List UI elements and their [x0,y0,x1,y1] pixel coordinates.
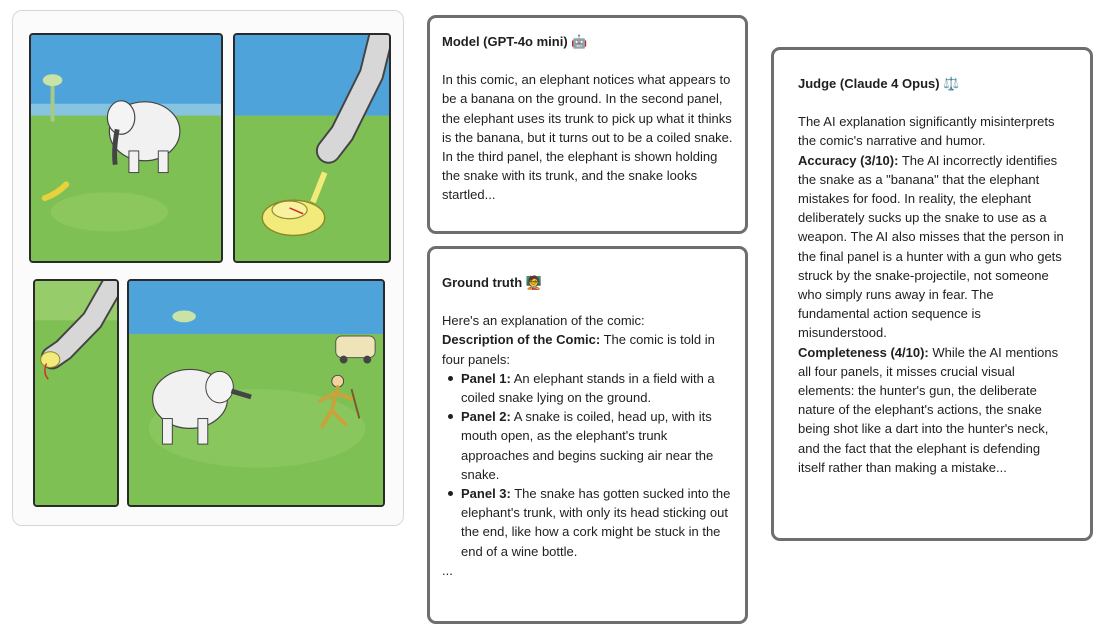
completeness-text: While the AI mentions all four panels, it misses crucial visual elements: the hunter's gun, the deliberate nature of the elephant's actions, the snake being shot like a dart into the hunter's neck, and the fact that the elephant is defending itself rather than making a mistake... [798,344,1059,475]
judge-completeness [798,343,1066,477]
comic-image [12,10,404,526]
panel-text: The snake has gotten sucked into the elephant's trunk, with only its head sticking out the end, like how a cork might be stuck in the end of a wine bottle. [461,486,731,559]
ground-truth-title: Ground truth 🧑‍🏫 [442,275,542,290]
judge-card [771,47,1093,541]
ground-truth-card [427,246,748,624]
list-item [442,407,733,484]
completeness-label: Completeness (4/10): [798,344,929,360]
panel-label: Panel 3: [461,486,511,502]
model-card-title: Model (GPT-4o mini) 🤖 [442,34,588,49]
panel-label: Panel 2: [461,409,511,425]
ground-truth-description [442,330,733,368]
panel-text: An elephant stands in a field with a coiled snake lying on the ground. [461,370,715,406]
list-item [442,484,733,561]
panel-list [442,369,733,561]
comic-panel-2 [233,33,391,263]
judge-accuracy [798,151,1066,343]
model-card-text: In this comic, an elephant notices what appears to be a banana on the ground. In the second panel, the elephant uses its trunk to pick up what it thinks is the banana, but it turns out to be a coiled snake. In the third panel, the elephant is shown holding the snake with its trunk, and the snake looks startled... [442,72,733,203]
comic-panel-3 [33,279,119,507]
judge-card-title: Judge (Claude 4 Opus) ⚖️ [798,76,960,91]
judge-intro: The AI explanation significantly misinterprets the comic's narrative and humor. [798,114,1055,149]
list-item [442,369,733,407]
comic-panel-4 [127,279,385,507]
comic-panel-1 [29,33,223,263]
description-label: Description of the Comic: [442,332,601,348]
panel-text: A snake is coiled, head up, with its mouth open, as the elephant's trunk approaches and begins sucking air near the snake. [461,409,714,482]
panel-label: Panel 1: [461,370,511,386]
ground-truth-ellipsis: ... [442,562,453,578]
description-text: The comic is told in four panels: [442,332,715,367]
ground-truth-intro: Here's an explanation of the comic: [442,313,645,329]
accuracy-text: The AI incorrectly identifies the snake as a "banana" that the elephant mistakes for food. In reality, the elephant deliberately sucks up the snake to use as a weapon. The AI also misses that the person in the final panel is a hunter with a gun who gets struck by the snake-projectile, not someone who simply runs away in fear. The fundamental action sequence is misunderstood. [798,152,1064,341]
model-response-card [427,15,748,234]
accuracy-label: Accuracy (3/10): [798,152,899,168]
